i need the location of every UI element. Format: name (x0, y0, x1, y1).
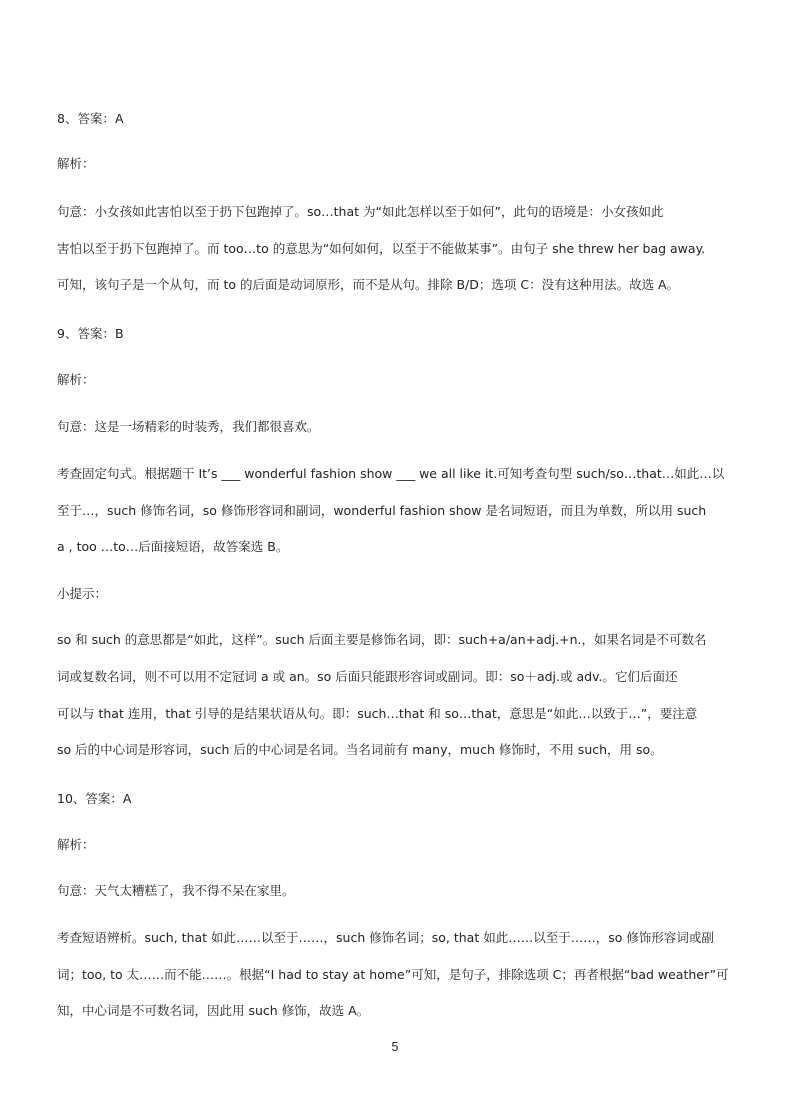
sentence-meaning-q9: 句意：这是一场精彩的时装秀，我们都很喜欢。 (57, 419, 320, 434)
analysis-line: 考查短语辨析。such, that 如此……以至于……，such 修饰名词；so, that 如此……以至于……，so 修饰形容词或副 (57, 930, 714, 945)
sentence-meaning-q10: 句意：天气太糟糕了，我不得不呆在家里。 (57, 883, 295, 898)
tip-line: so 后的中心词是形容词，such 后的中心词是名词。当名词前有 many，much 修饰时，不用 such，用 so。 (57, 742, 663, 757)
tip-line: so 和 such 的意思都是“如此，这样”。such 后面主要是修饰名词，即：such+a/an+adj.+n.，如果名词是不可数名 (57, 632, 707, 647)
answer-label-q9: 9、答案：B (57, 326, 124, 341)
analysis-line: 知，中心词是不可数名词，因此用 such 修饰，故选 A。 (57, 1003, 370, 1018)
analysis-line: 至于…，such 修饰名词，so 修饰形容词和副词，wonderful fashion show 是名词短语，而且为单数，所以用 such (57, 503, 707, 518)
analysis-line: a , too …to…后面接短语，故答案选 B。 (57, 539, 289, 554)
analysis-line: 可知，该句子是一个从句，而 to 的后面是动词原形，而不是从句。排除 B/D；选项 C：没有这种用法。故选 A。 (57, 277, 680, 292)
answer-label-q8: 8、答案：A (57, 111, 124, 126)
analysis-label-q8: 解析： (57, 156, 95, 171)
analysis-line: 词；too, to 太……而不能……。根据“I had to stay at home”可知，是句子，排除选项 C；再者根据“bad weather”可 (57, 967, 729, 982)
page-number: 5 (391, 1040, 399, 1054)
analysis-line: 句意：小女孩如此害怕以至于扔下包跑掉了。so…that 为“如此怎样以至于如何”，此句的语境是：小女孩如此 (57, 204, 664, 219)
tip-line: 词或复数名词，则不可以用不定冠词 a 或 an。so 后面只能跟形容词或副词。即：so＋adj.或 adv.。它们后面还 (57, 669, 678, 684)
analysis-line: 害怕以至于扔下包跑掉了。而 too…to 的意思为“如何如何，以至于不能做某事”。由句子 she threw her bag away. (57, 241, 706, 256)
analysis-line: 考查固定句式。根据题干 It’s ___ wonderful fashion show ___ we all like it.可知考查句型 such/so…that…如此…以 (57, 466, 725, 481)
answer-label-q10: 10、答案：A (57, 791, 132, 806)
tip-line: 可以与 that 连用，that 引导的是结果状语从句。即：such…that 和 so…that，意思是“如此…以致于…”，要注意 (57, 706, 698, 721)
analysis-label-q9: 解析： (57, 372, 95, 387)
analysis-label-q10: 解析： (57, 837, 95, 852)
tip-label-q9: 小提示： (57, 586, 108, 601)
